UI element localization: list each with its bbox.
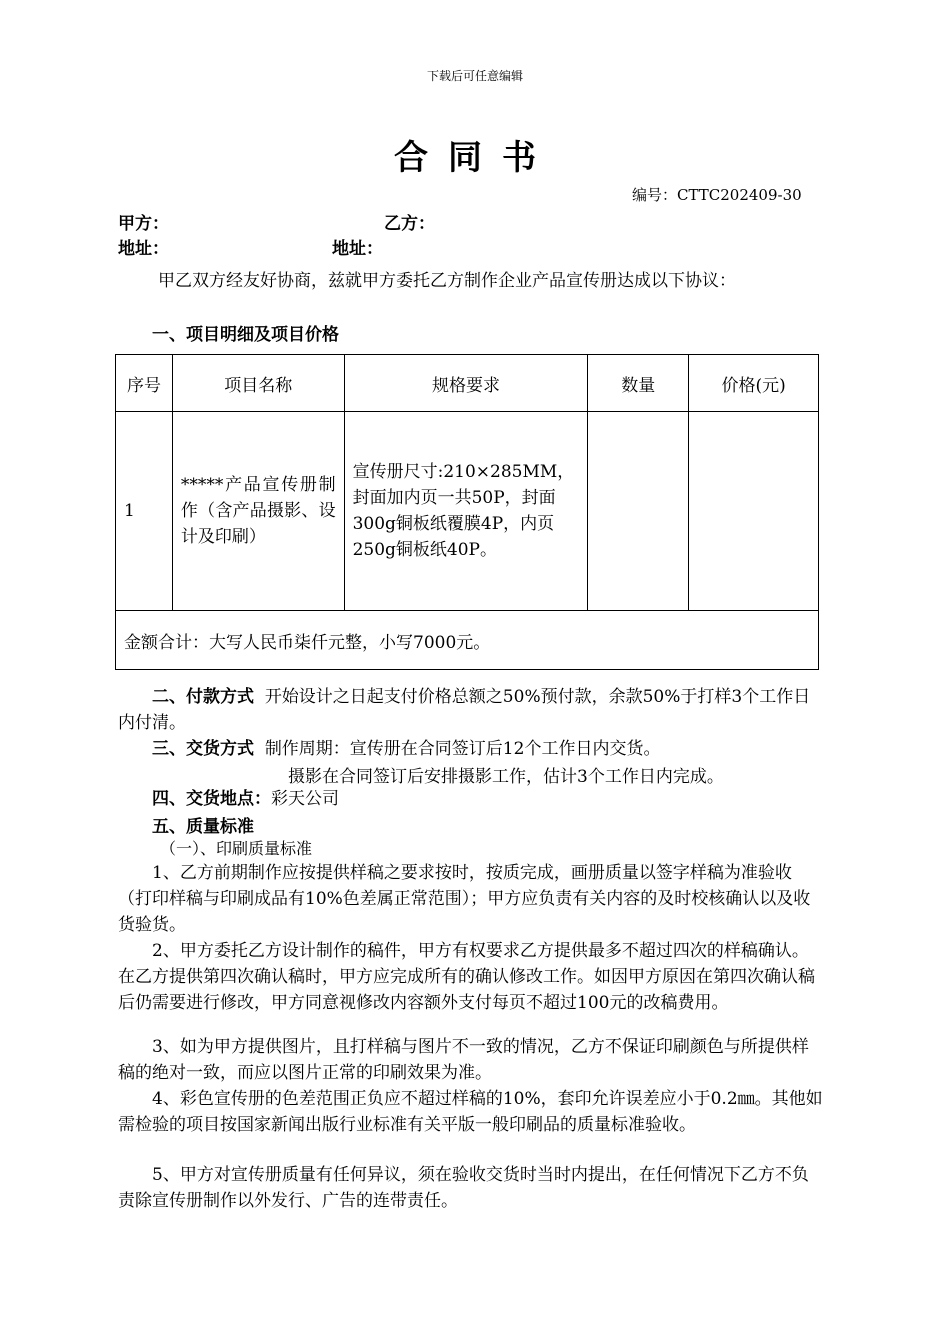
- page-title: 合同书: [394, 138, 556, 178]
- section1-heading: 一、项目明细及项目价格: [152, 325, 339, 345]
- section2-payment: [118, 684, 824, 736]
- section5-label: 五、质量标准: [152, 817, 254, 837]
- quality-item-5: 5、甲方对宣传册质量有任何异议，须在验收交货时当时内提出，在任何情况下乙方不负责除宣传册制作以外发行、广告的连带责任。: [118, 1165, 809, 1211]
- top-note: 下载后可任意编辑: [426, 69, 523, 83]
- quality-item-4: 4、彩色宣传册的色差范围正负应不超过样稿的10%，套印允许误差应小于0.2㎜。其他如需检验的项目按国家新闻出版行业标准有关平版一般印刷品的质量标准验收。: [118, 1089, 823, 1135]
- quality-item-1: 1、乙方前期制作应按提供样稿之要求按时，按质完成，画册质量以签字样稿为准验收（打印样稿与印刷成品有10%色差属正常范围）；甲方应负责有关内容的及时校核确认以及收货验货。: [118, 863, 811, 935]
- table-header-row: [116, 355, 819, 412]
- item-price: [689, 412, 819, 611]
- section4-label: 四、交货地点：: [152, 789, 271, 809]
- section2-label: 二、付款方式: [152, 687, 254, 707]
- table-total-row: [116, 611, 819, 670]
- section4-location: [118, 786, 824, 812]
- section2-text: 开始设计之日起支付价格总额之50%预付款，余款50%于打样3个工作日内付清。: [118, 687, 811, 733]
- table-row: [116, 412, 819, 611]
- item-number: 1: [116, 412, 173, 611]
- item-name: *****产品宣传册制作（含产品摄影、设计及印刷）: [172, 412, 344, 611]
- intro-paragraph: 甲乙双方经友好协商，兹就甲方委托乙方制作企业产品宣传册达成以下协议：: [158, 271, 736, 291]
- section3-delivery: [118, 736, 824, 762]
- quality-item-2: 2、甲方委托乙方设计制作的稿件，甲方有权要求乙方提供最多不超过四次的样稿确认。在乙方提供第四次确认稿时，甲方应完成所有的确认修改工作。如因甲方原因在第四次确认稿后仍需要进行修改，甲方同意视修改内容额外支付每页不超过100元的改稿费用。: [118, 941, 815, 1013]
- column-header: 序号: [116, 355, 173, 412]
- section3-line1: 制作周期：宣传册在合同签订后12个工作日内交货。: [264, 739, 661, 759]
- party-b-label: 乙方：: [384, 214, 435, 234]
- party-a-label: 甲方：: [118, 214, 169, 234]
- column-header: 价格(元): [689, 355, 819, 412]
- section3-line2: 摄影在合同签订后安排摄影工作，估计3个工作日内完成。: [288, 767, 724, 787]
- column-header: 项目名称: [172, 355, 344, 412]
- section4-text: 彩天公司: [271, 789, 339, 809]
- party-b-address-label: 地址：: [332, 239, 383, 259]
- column-header: 数量: [588, 355, 689, 412]
- contract-number: 编号：CTTC202409-30: [632, 186, 802, 204]
- party-a-address-label: 地址：: [118, 239, 169, 259]
- items-table: [115, 354, 819, 670]
- total-amount: 金额合计：大写人民币柒仟元整，小写7000元。: [116, 611, 819, 670]
- item-quantity: [588, 412, 689, 611]
- section3-label: 三、交货方式: [152, 739, 254, 759]
- section5-subheading: （一）、印刷质量标准: [160, 839, 313, 858]
- quality-item-3: 3、如为甲方提供图片，且打样稿与图片不一致的情况，乙方不保证印刷颜色与所提供样稿的绝对一致，而应以图片正常的印刷效果为准。: [118, 1037, 809, 1083]
- column-header: 规格要求: [344, 355, 588, 412]
- item-spec: 宣传册尺寸:210×285MM，封面加内页一共50P，封面300g铜板纸覆膜4P，内页250g铜板纸40P。: [344, 412, 588, 611]
